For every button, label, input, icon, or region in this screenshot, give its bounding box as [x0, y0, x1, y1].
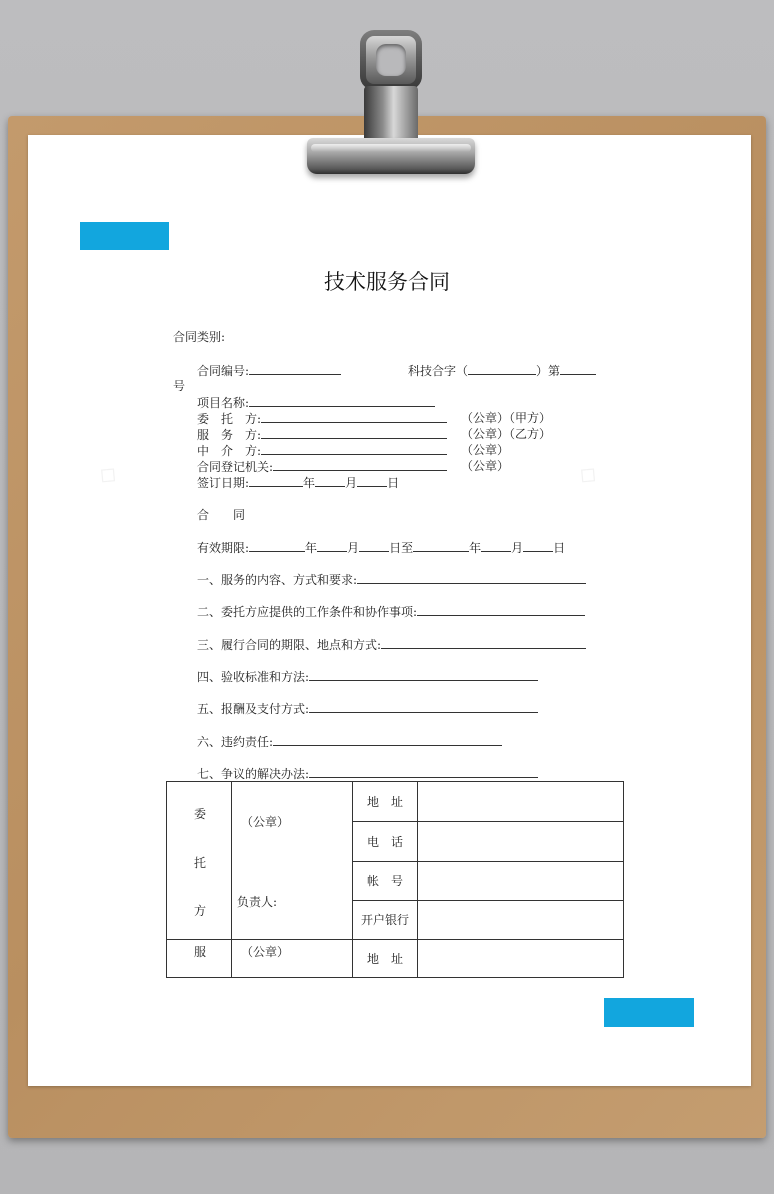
- year-label: 年: [303, 476, 316, 490]
- year-label: 年: [469, 541, 482, 555]
- clause-7-blank[interactable]: [309, 766, 538, 778]
- clause-5: [197, 701, 538, 716]
- clause-6-blank[interactable]: [273, 734, 502, 746]
- binder-clip-hole: [376, 44, 406, 76]
- account-label: 帐 号: [367, 874, 404, 888]
- address-label: 地 址: [367, 795, 404, 809]
- hao-label: 号: [173, 379, 186, 393]
- clause-3-blank[interactable]: [381, 637, 586, 649]
- client-char-3: 方: [194, 904, 207, 918]
- provider-table-seal: （公章）: [241, 945, 290, 959]
- client-table-seal: （公章）: [241, 815, 290, 829]
- clause-7: [197, 766, 538, 781]
- project-blank[interactable]: [249, 395, 435, 407]
- provider-side-cell: [167, 940, 232, 978]
- contract-number-blank[interactable]: [249, 363, 341, 375]
- account-input-cell[interactable]: [418, 862, 624, 901]
- validity-from-year[interactable]: [249, 540, 305, 552]
- clause-1: [197, 572, 586, 587]
- client-side-cell: [167, 782, 232, 940]
- month-label: 月: [347, 541, 360, 555]
- binder-clip-neck: [364, 86, 418, 142]
- clause-5-label: 五、报酬及支付方式:: [197, 702, 310, 716]
- year-label: 年: [305, 541, 318, 555]
- field-label-cell: [353, 940, 418, 978]
- watermark: ◇: [573, 457, 606, 491]
- provider-blank[interactable]: [261, 427, 447, 439]
- validity-row: [197, 540, 565, 555]
- provider-char: 服: [194, 945, 207, 959]
- day-label: 日: [387, 476, 400, 490]
- contract-heading: 合 同: [197, 508, 246, 522]
- validity-to-label: 日至: [389, 541, 414, 555]
- sign-date-row: [197, 475, 399, 490]
- validity-to-day[interactable]: [523, 540, 553, 552]
- field-label-cell: [353, 822, 418, 862]
- agent-label: 中 介 方:: [197, 444, 262, 458]
- clause-6-label: 六、违约责任:: [197, 735, 274, 749]
- clause-4: [197, 669, 538, 684]
- month-label: 月: [345, 476, 358, 490]
- clause-7-label: 七、争议的解决办法:: [197, 767, 310, 781]
- client-blank[interactable]: [261, 411, 447, 423]
- sign-date-label: 签订日期:: [197, 476, 250, 490]
- binder-clip: [307, 138, 475, 174]
- address-input-cell[interactable]: [418, 782, 624, 822]
- contract-number-row: [197, 363, 341, 378]
- signature-table: [166, 781, 624, 978]
- validity-label: 有效期限:: [197, 541, 250, 555]
- project-label: 项目名称:: [197, 396, 250, 410]
- kejihe-close: ）第: [536, 364, 561, 378]
- contract-number-label: 合同编号:: [197, 364, 250, 378]
- agent-seal: （公章）: [461, 443, 510, 457]
- client-responsible: 负责人:: [237, 895, 278, 909]
- registry-row: [197, 459, 447, 474]
- category-label: 合同类别:: [173, 330, 226, 344]
- validity-to-year[interactable]: [413, 540, 469, 552]
- clause-2: [197, 604, 585, 619]
- field-label-cell: [353, 782, 418, 822]
- clause-3: [197, 637, 586, 652]
- client-seal: （公章）（甲方）: [461, 411, 552, 425]
- clause-1-label: 一、服务的内容、方式和要求:: [197, 573, 358, 587]
- kejihe-number-blank[interactable]: [560, 363, 596, 375]
- registry-label: 合同登记机关:: [197, 460, 274, 474]
- client-char-1: 委: [194, 807, 207, 821]
- accent-bar-bottom: [604, 998, 694, 1027]
- provider-seal: （公章）（乙方）: [461, 427, 552, 441]
- field-label-cell: [353, 862, 418, 901]
- clause-3-label: 三、履行合同的期限、地点和方式:: [197, 638, 382, 652]
- client-label: 委 托 方:: [197, 412, 262, 426]
- field-label-cell: [353, 901, 418, 940]
- phone-label: 电 话: [367, 835, 404, 849]
- provider-address-label: 地 址: [367, 952, 404, 966]
- month-label: 月: [511, 541, 524, 555]
- provider-address-input-cell[interactable]: [418, 940, 624, 978]
- clause-4-blank[interactable]: [309, 669, 538, 681]
- accent-bar-top: [80, 222, 169, 250]
- provider-seal-cell[interactable]: [232, 940, 353, 978]
- clause-6: [197, 734, 502, 749]
- bank-input-cell[interactable]: [418, 901, 624, 940]
- agent-blank[interactable]: [261, 443, 447, 455]
- provider-label: 服 务 方:: [197, 428, 262, 442]
- watermark: ◇: [93, 457, 126, 491]
- validity-to-month[interactable]: [481, 540, 511, 552]
- sign-year-blank[interactable]: [249, 475, 303, 487]
- document-title: 技术服务合同: [324, 270, 450, 294]
- client-row: [197, 411, 447, 426]
- sign-day-blank[interactable]: [357, 475, 387, 487]
- kejihe-row: [408, 363, 596, 378]
- client-char-2: 托: [194, 856, 207, 870]
- client-seal-cell[interactable]: [232, 782, 353, 940]
- binder-clip-ring: [360, 30, 422, 90]
- clause-1-blank[interactable]: [357, 572, 586, 584]
- sign-month-blank[interactable]: [315, 475, 345, 487]
- agent-row: [197, 443, 447, 458]
- kejihe-label: 科技合字（: [408, 364, 469, 378]
- provider-row: [197, 427, 447, 442]
- phone-input-cell[interactable]: [418, 822, 624, 862]
- project-row: [197, 395, 435, 410]
- day-label: 日: [553, 541, 566, 555]
- validity-from-day[interactable]: [359, 540, 389, 552]
- kejihe-blank[interactable]: [468, 363, 536, 375]
- registry-blank[interactable]: [273, 459, 447, 471]
- clause-2-blank[interactable]: [417, 604, 585, 616]
- registry-seal: （公章）: [461, 459, 510, 473]
- validity-from-month[interactable]: [317, 540, 347, 552]
- clause-4-label: 四、验收标准和方法:: [197, 670, 310, 684]
- clause-5-blank[interactable]: [309, 701, 538, 713]
- clause-2-label: 二、委托方应提供的工作条件和协作事项:: [197, 605, 418, 619]
- bank-label: 开户银行: [361, 913, 410, 927]
